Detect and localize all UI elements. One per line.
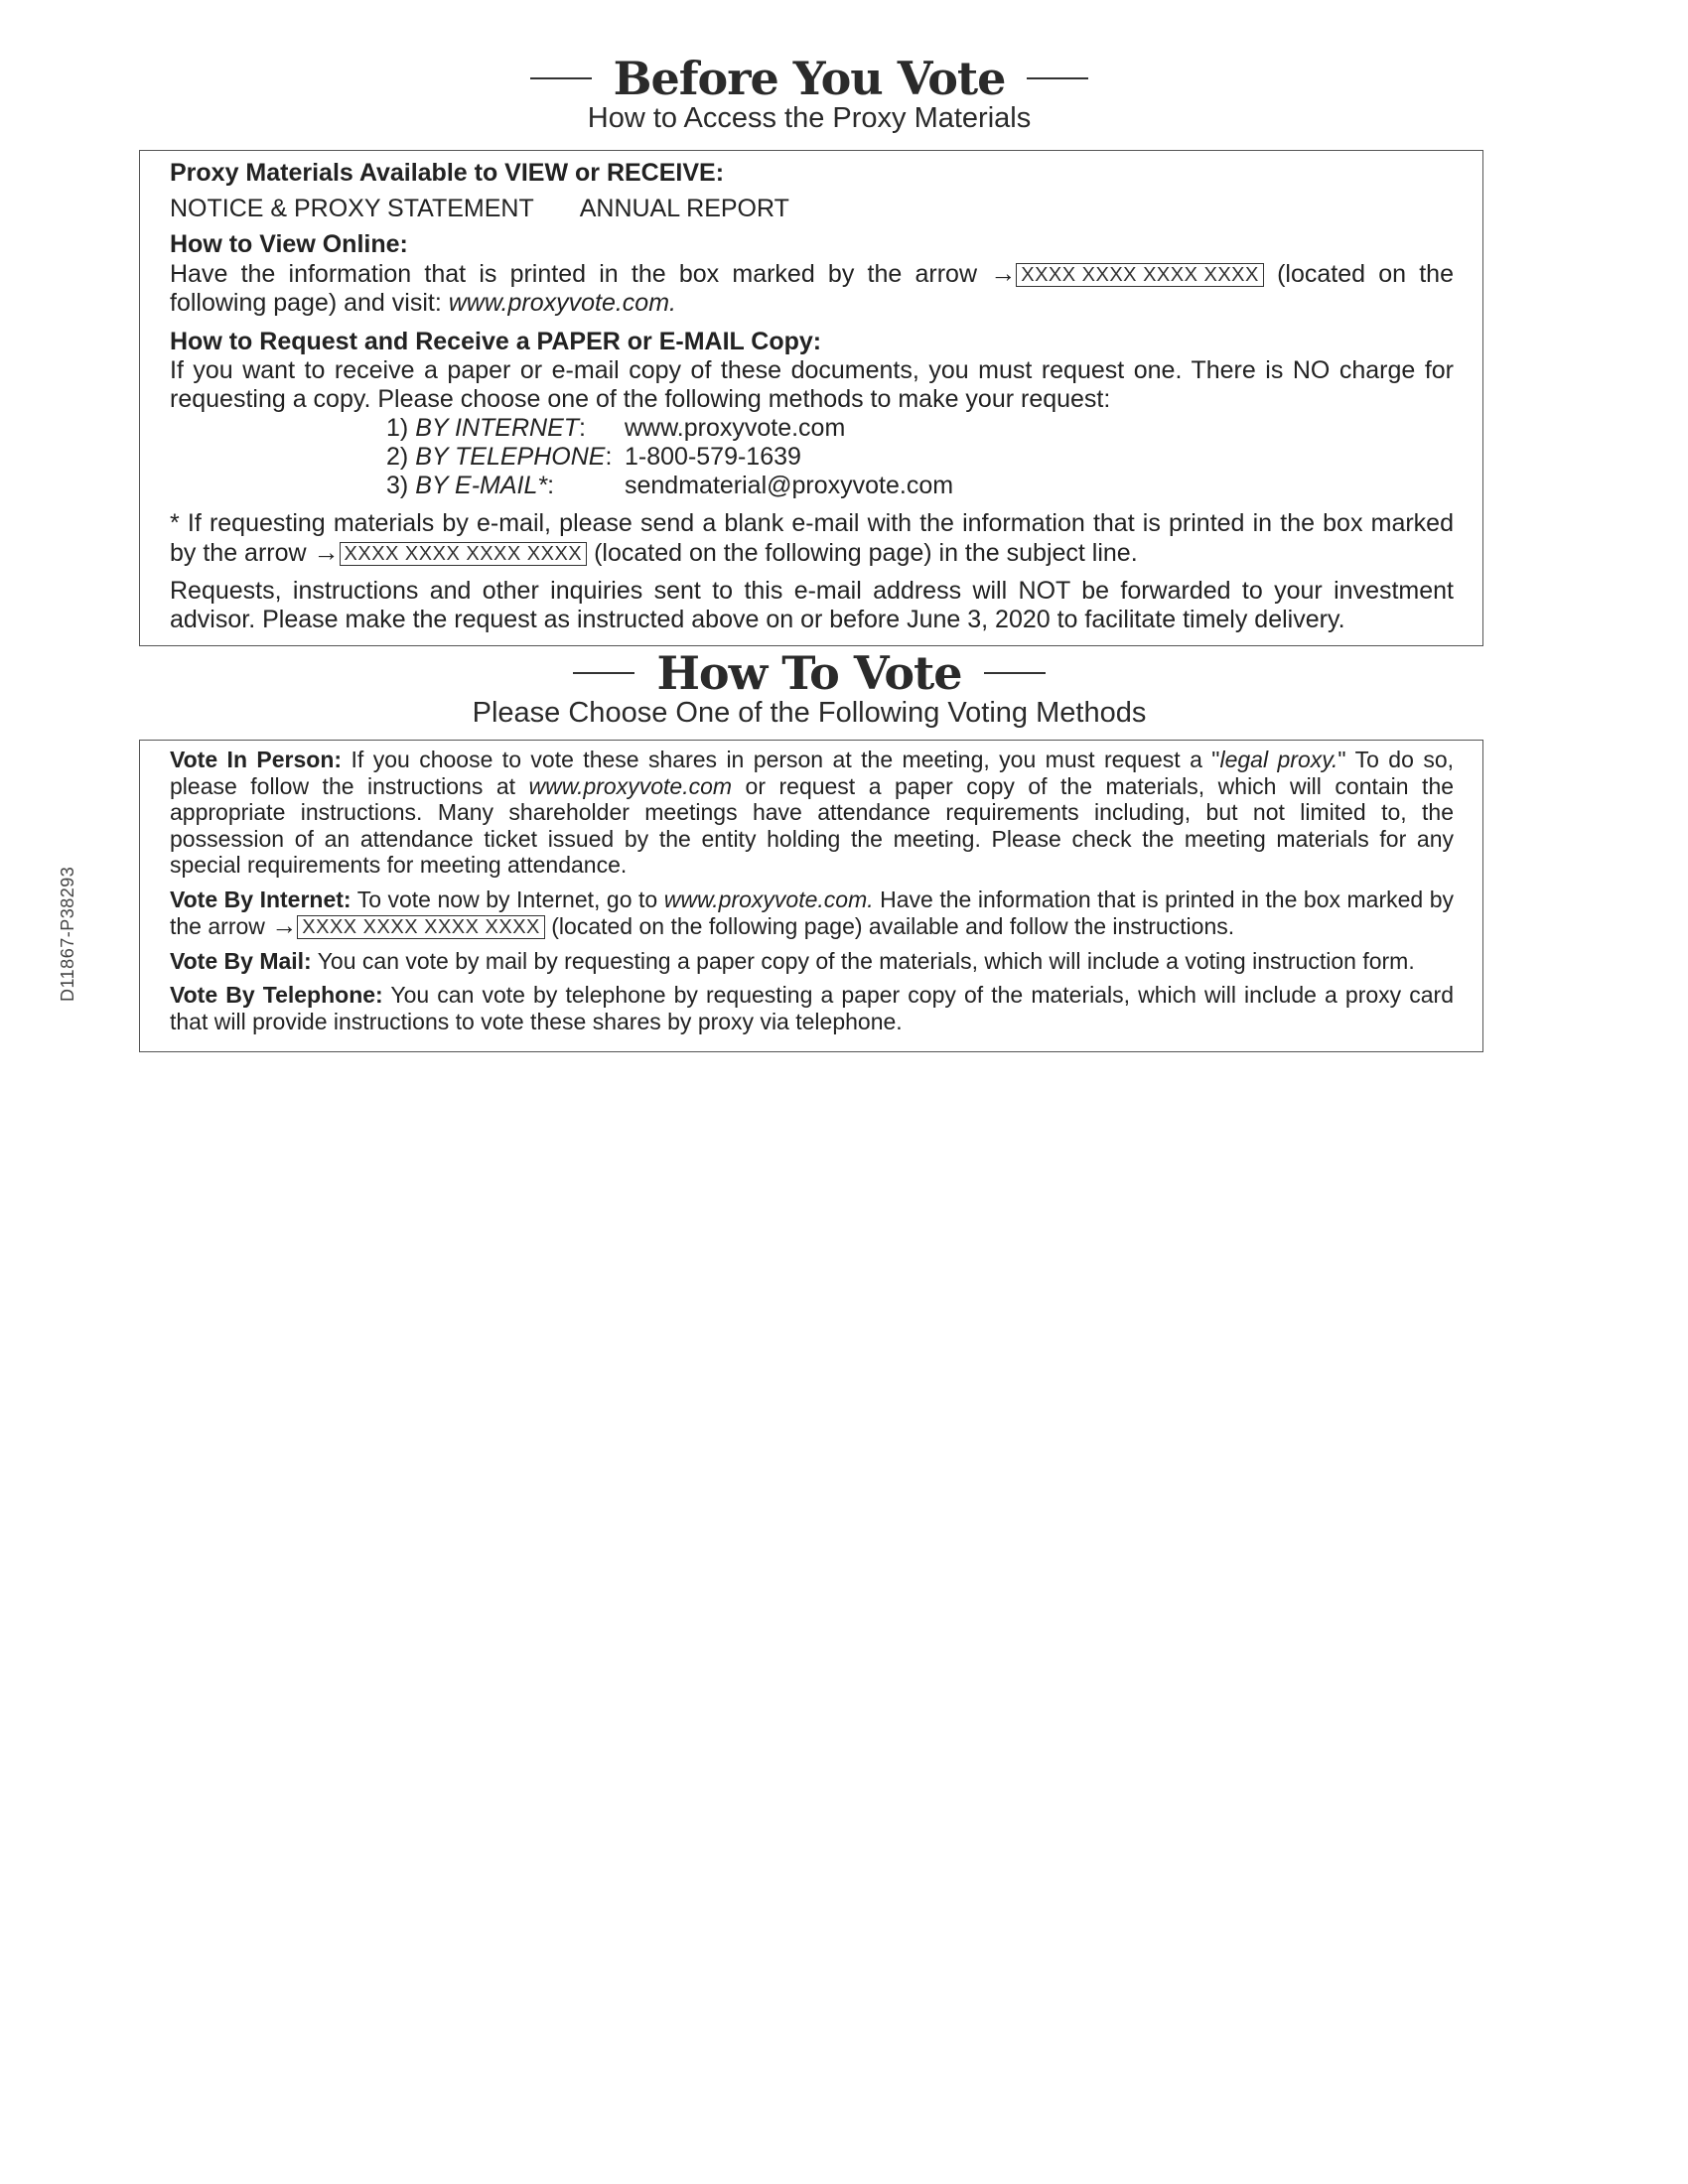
view-online-text-part2: (located on the following page) and visit: (170, 260, 1454, 317)
email-request-note (170, 509, 1454, 568)
vote-by-telephone-heading: Vote By Telephone: (170, 982, 383, 1008)
how-to-vote-title (0, 646, 1618, 700)
vote-by-internet-paragraph: Vote By Internet: To vote now by Internet, go to www.proxyvote.com. Have the information that is printed in the box marked by the arrow → XXXX XXXX XXXX XXXX (located on the following page) available and follow the instructions. (170, 886, 1455, 940)
materials-item-annual-report: ANNUAL REPORT (579, 195, 789, 222)
vote-by-mail-paragraph: Vote By Mail: You can vote by mail by requesting a paper copy of the materials, which will include a voting instruction form. (170, 947, 1415, 974)
control-number-box: XXXX XXXX XXXX XXXX (1016, 263, 1264, 287)
before-you-vote-title (0, 52, 1618, 105)
request-email-address[interactable]: sendmaterial@proxyvote.com (625, 472, 954, 499)
materials-list (170, 195, 1454, 223)
vote-by-telephone-paragraph: Vote By Telephone: You can vote by telephone by requesting a paper copy of the materials, which will include a proxy card that will provide instructions to vote these shares by proxy via telephone. (170, 982, 1455, 1034)
forwarding-disclaimer: Requests, instructions and other inquiries sent to this e-mail address will NOT be forwarded to your investment advisor. Please make the request as instructed above on or before June 3, 2020 to facilitate timely delivery. (170, 577, 1454, 633)
proxyvote-link[interactable]: www.proxyvote.com (528, 772, 733, 799)
view-online-heading: How to View Online: (170, 230, 408, 258)
voting-methods-box (139, 740, 1483, 1052)
arrow-icon: → (990, 258, 1017, 288)
vote-in-person-paragraph: Vote In Person: If you choose to vote these shares in person at the meeting, you must request a "legal proxy." To do so, please follow the instructions at www.proxyvote.com or request a paper copy of the materials, which will contain the appropriate instructions. Many shareholder meetings have attendance requirements including, but not limited to, the possession of an attendance ticket issued by the entity holding the meeting. Please check the meeting materials for any special requirements for meeting attendance. (170, 747, 1455, 878)
materials-item-notice: NOTICE & PROXY STATEMENT (170, 195, 534, 222)
request-method-email: 3) BY E-MAIL*: sendmaterial@proxyvote.com (386, 472, 954, 499)
how-to-vote-title-text: How To Vote (656, 646, 962, 700)
arrow-icon: → (271, 910, 298, 940)
title-rule-right (984, 672, 1046, 674)
request-method-telephone: 2) BY TELEPHONE: 1-800-579-1639 (386, 443, 801, 471)
vote-by-mail-heading: Vote By Mail: (170, 947, 312, 974)
arrow-icon: → (313, 537, 340, 567)
email-note-part2: (located on the following page) in the subject line. (594, 539, 1138, 567)
email-note-part1: * If requesting materials by e-mail, please send a blank e-mail with the information that is printed in the box marked by the arrow (170, 509, 1454, 567)
request-copy-heading: How to Request and Receive a PAPER or E-MAIL Copy: (170, 328, 822, 355)
title-rule-left (530, 77, 592, 79)
vote-in-person-heading: Vote In Person: (170, 747, 343, 772)
vote-by-internet-heading: Vote By Internet: (170, 886, 352, 912)
control-number-box: XXXX XXXX XXXX XXXX (340, 542, 588, 566)
control-number-box: XXXX XXXX XXXX XXXX (297, 915, 545, 939)
job-code-label: D11867-P38293 (58, 866, 77, 1002)
request-copy-text: If you want to receive a paper or e-mail copy of these documents, you must request one. There is NO charge for requesting a copy. Please choose one of the following methods to make your request: (170, 356, 1454, 413)
proxyvote-link[interactable]: www.proxyvote.com. (448, 289, 676, 317)
before-you-vote-title-text: Before You Vote (613, 52, 1006, 105)
access-materials-subtitle: How to Access the Proxy Materials (587, 102, 1032, 134)
request-telephone-number[interactable]: 1-800-579-1639 (625, 443, 801, 471)
title-rule-left (573, 672, 634, 674)
request-method-internet: 1) BY INTERNET: www.proxyvote.com (386, 414, 846, 442)
view-online-text (170, 259, 1454, 318)
materials-heading: Proxy Materials Available to VIEW or RECEIVE: (170, 159, 725, 187)
proxy-materials-box (139, 150, 1483, 646)
proxyvote-link[interactable]: www.proxyvote.com. (663, 886, 874, 912)
request-methods-list (386, 414, 1454, 500)
voting-methods-subtitle: Please Choose One of the Following Voting Methods (472, 697, 1147, 729)
request-internet-url[interactable]: www.proxyvote.com (625, 414, 846, 442)
view-online-text-part1: Have the information that is printed in the box marked by the arrow (170, 260, 978, 288)
title-rule-right (1027, 77, 1088, 79)
